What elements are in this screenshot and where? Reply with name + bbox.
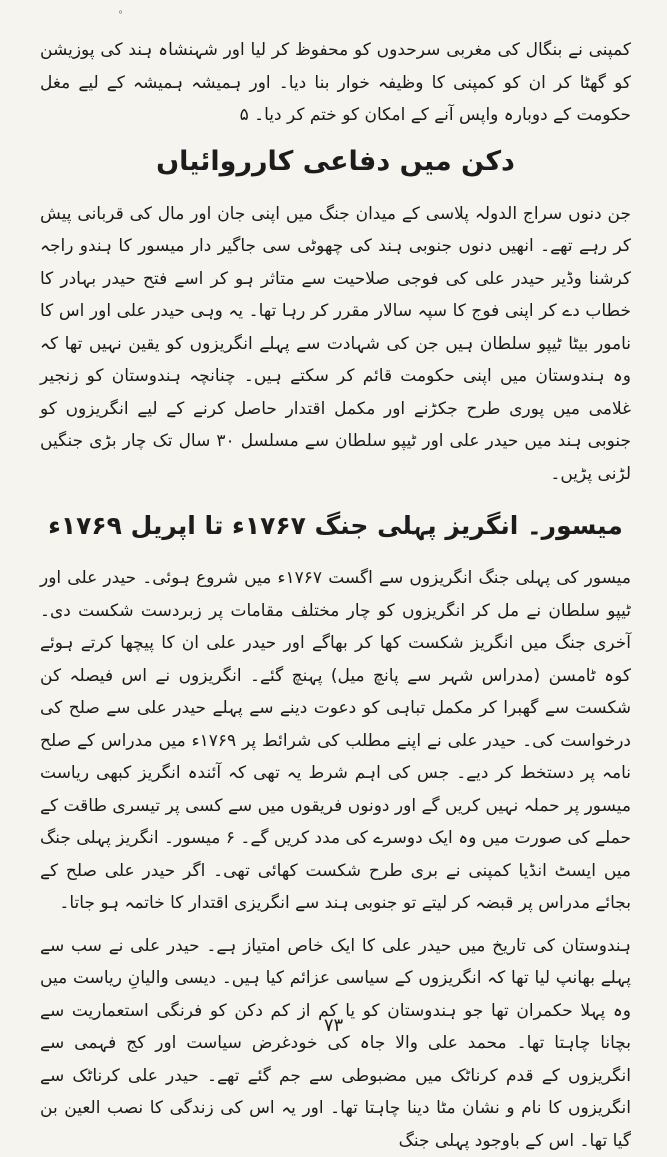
intro-paragraph: کمپنی نے بنگال کی مغربی سرحدوں کو محفوظ کر لیا اور شہنشاہ ہند کی پوزیشن کو گھٹا کر ان کو کمپنی کا وظیفہ خوار بنا دیا۔ اور ہمیشہ ہمیشہ کے لیے مغل حکومت کے دوبارہ واپس آنے کے امکان کو ختم کر دیا۔ ۵ [40, 34, 631, 132]
section-heading-deccan: دکن میں دفاعی کارروائیاں [40, 140, 631, 184]
paragraph-deccan: جن دنوں سراج الدولہ پلاسی کے میدان جنگ میں اپنی جان اور مال کی قربانی پیش کر رہے تھے۔ انھیں دنوں جنوبی ہند کی چھوٹی سی جاگیر دار میسور کا ہندو راجہ کرشنا وڈیر حیدر علی کی فوجی صلاحیت سے متاثر ہو کر اسے فتح حیدر بہادر کا خطاب دے کر اپنی فوج کا سپہ سالار مقرر کر رہا تھا۔ یہ وہی حیدر علی اور اس کا نامور بیٹا ٹیپو سلطان ہیں جن کی شہادت سے پہلے انگریزوں کو یقین نہیں تھا کہ وہ ہندوستان میں اپنی حکومت قائم کر سکتے ہیں۔ چنانچہ ہندوستان کو زنجیر غلامی میں پوری طرح جکڑنے اور مکمل اقتدار حاصل کرنے کے لیے انگریزوں کو جنوبی ہند میں حیدر علی اور ٹیپو سلطان سے مسلسل ۳۰ سال تک چار بڑی جنگیں لڑنی پڑیں۔ [40, 198, 631, 491]
paragraph-first-mysore-war: میسور کی پہلی جنگ انگریزوں سے اگست ۱۷۶۷ء میں شروع ہوئی۔ حیدر علی اور ٹیپو سلطان نے مل کر انگریزوں کو چار مختلف مقامات پر زبردست شکست دی۔ آخری جنگ میں انگریز شکست کھا کر بھاگے اور حیدر علی ان کا پیچھا کرتے ہوئے کوہ ٹامسن (مدراس شہر سے پانچ میل) پہنچ گئے۔ انگریزوں نے اس فیصلہ کن شکست سے گھبرا کر مکمل تباہی کو دعوت دینے سے پہلے حیدر علی سے صلح کی درخواست کی۔ حیدر علی نے اپنے مطلب کی شرائط پر ۱۷۶۹ء میں مدراس کے صلح نامہ پر دستخط کر دیے۔ جس کی اہم شرط یہ تھی کہ آئندہ انگریز کبھی ریاست میسور پر حملہ نہیں کریں گے اور دونوں فریقوں میں سے کسی پر تیسری طاقت کے حملے کی صورت میں وہ ایک دوسرے کی مدد کریں گے۔ ۶ میسور۔ انگریز پہلی جنگ میں ایسٹ انڈیا کمپنی نے بری طرح شکست کھائی تھی۔ اگر حیدر علی صلح کے بجائے مدراس پر قبضہ کر لیتے تو جنوبی ہند سے انگریزی اقتدار کا خاتمہ ہو جاتا۔ [40, 562, 631, 920]
paragraph-haidar-ali: ہندوستان کی تاریخ میں حیدر علی کا ایک خاص امتیاز ہے۔ حیدر علی نے سب سے پہلے بھانپ لیا تھا کہ انگریزوں کے سیاسی عزائم کیا ہیں۔ دیسی والیانِ ریاست میں وہ پہلا حکمران تھا جو ہندوستان کو یا کم از کم دکن کو فرنگی استعماریت سے بچانا چاہتا تھا۔ محمد علی والا جاہ کی خودغرض سیاست اور کج فہمی سے انگریزوں کے قدم کرناٹک میں مضبوطی سے جم گئے تھے۔ حیدر علی کرناٹک سے انگریزوں کا نام و نشان مٹا دینا چاہتا تھا۔ اور یہ اس کی زندگی کا نصب العین بن گیا تھا۔ اس کے باوجود پہلی جنگ [40, 930, 631, 1157]
section-heading-first-mysore-war: میسور۔ انگریز پہلی جنگ ۱۷۶۷ء تا اپریل ۱۷۶۹ء [40, 504, 631, 548]
paragraph-gap [40, 920, 631, 930]
corner-mark: ° [118, 10, 123, 21]
page-number: ۷۳ [0, 1015, 667, 1036]
